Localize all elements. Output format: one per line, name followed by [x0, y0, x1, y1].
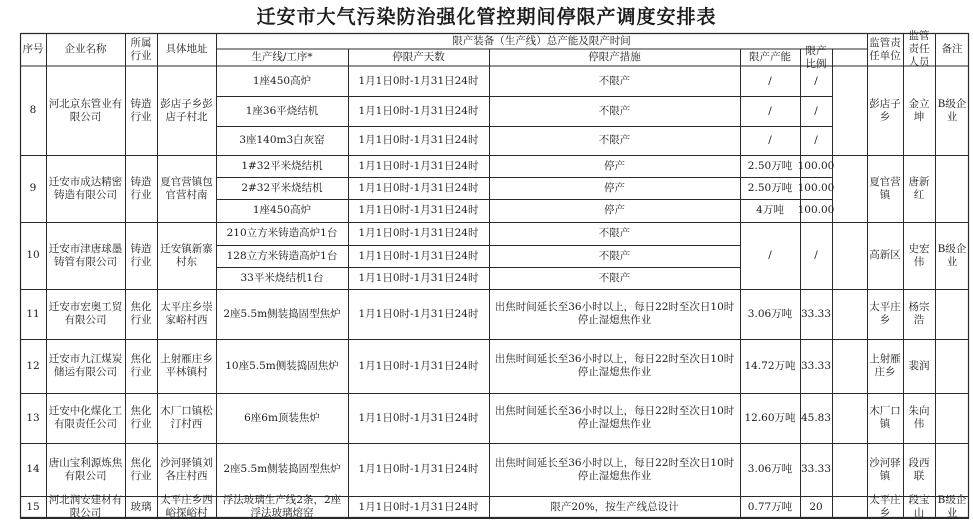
restricted-capacity: / [768, 249, 772, 261]
restriction-ratio: / [814, 104, 818, 117]
supervising-person: 史宏伟 [908, 242, 930, 268]
company-address: 彭店子乡彭店子村北 [160, 97, 213, 123]
supervising-person: 朱向伟 [908, 405, 930, 430]
restriction-period: 1月1日0时-1月31日24时 [358, 271, 479, 284]
company-industry: 铸造行业 [130, 242, 152, 268]
company-name: 河北润安建材有限公司 [48, 494, 123, 519]
restriction-ratio: 20 [809, 500, 823, 513]
header-measure: 停限产措施 [588, 51, 641, 63]
company-industry: 铸造行业 [130, 97, 152, 123]
restriction-ratio: 45.83 [800, 411, 832, 424]
restriction-measure: 不限产 [598, 104, 631, 117]
restriction-measure: 出焦时间延长至36小时以上，每日22时至次日10时停止湿熄焦作业 [494, 353, 735, 378]
supervising-person: 裴润 [908, 359, 930, 372]
restriction-ratio: / [814, 74, 818, 87]
header-note: 备注 [941, 43, 963, 55]
restriction-period: 1月1日0时-1月31日24时 [358, 307, 479, 320]
company-address: 太平庄乡西峪探峪村 [160, 494, 213, 519]
restricted-capacity: 0.77万吨 [747, 500, 793, 513]
row-seq: 15 [26, 500, 40, 513]
restriction-ratio: 100.00 [797, 159, 835, 172]
restriction-ratio: / [814, 249, 818, 261]
restriction-measure: 停产 [604, 159, 625, 172]
restriction-ratio: 33.33 [800, 307, 832, 320]
company-note [935, 393, 969, 443]
company-note [935, 155, 969, 222]
supervising-unit: 高新区 [869, 249, 901, 261]
supervising-unit: 上射雁庄乡 [869, 353, 901, 378]
restriction-measure: 出焦时间延长至36小时以上，每日22时至次日10时停止湿熄焦作业 [494, 301, 735, 326]
restriction-measure: 出焦时间延长至36小时以上，每日22时至次日10时停止湿熄焦作业 [494, 405, 735, 430]
production-line: 2座5.5m侧装捣固型焦炉 [223, 307, 341, 320]
row-seq: 13 [26, 411, 40, 424]
header-industry: 所属行业 [130, 36, 152, 62]
supervising-person: 金立坤 [908, 97, 930, 123]
restriction-measure: 限产20%，按生产线总设计 [550, 500, 679, 513]
row-seq: 11 [26, 307, 40, 320]
restriction-ratio: 33.33 [800, 463, 832, 475]
supervising-unit: 太平庄乡 [869, 494, 901, 519]
row-seq: 14 [26, 463, 40, 475]
production-line: 1#32平米烧结机 [241, 159, 323, 172]
row-seq: 10 [26, 249, 40, 261]
company-industry: 铸造行业 [130, 175, 152, 201]
restriction-measure: 不限产 [598, 271, 631, 284]
production-line: 210立方米铸造高炉1台 [226, 227, 338, 239]
restriction-period: 1月1日0时-1月31日24时 [358, 204, 479, 216]
header-seq: 序号 [22, 43, 44, 55]
supervising-person: 段西联 [908, 456, 930, 482]
restriction-measure: 不限产 [598, 227, 631, 239]
production-line: 3座140m3白灰窑 [239, 134, 325, 146]
restriction-ratio: / [814, 134, 818, 146]
restricted-capacity: / [768, 104, 772, 117]
restriction-period: 1月1日0时-1月31日24时 [358, 74, 479, 87]
restriction-ratio: 100.00 [797, 204, 835, 216]
supervising-unit: 太平庄乡 [869, 301, 901, 326]
restricted-capacity: 4万吨 [756, 204, 784, 216]
restricted-capacity: / [768, 134, 772, 146]
restricted-capacity: 2.50万吨 [747, 159, 793, 172]
production-line: 128立方米铸造高炉1台 [226, 249, 338, 262]
header-group: 限产装备（生产线）总产能及限产时间 [452, 34, 631, 47]
restricted-capacity: / [768, 74, 772, 87]
schedule-table [20, 30, 969, 519]
restriction-period: 1月1日0时-1月31日24时 [358, 359, 479, 372]
supervising-unit: 夏官营镇 [869, 175, 901, 201]
header-ratio: 限产比例 [805, 44, 827, 70]
header-capacity: 限产产能 [749, 51, 791, 63]
row-seq: 9 [29, 182, 37, 194]
supervising-person: 杨宗浩 [908, 301, 930, 326]
restriction-period: 1月1日0时-1月31日24时 [358, 500, 479, 513]
restriction-period: 1月1日0时-1月31日24时 [358, 411, 479, 424]
header-person: 监管责任人员 [908, 30, 930, 68]
supervising-unit: 沙河驿镇 [869, 456, 901, 482]
supervising-person: 唐新红 [908, 175, 930, 201]
company-industry: 焦化行业 [130, 353, 152, 378]
header-company: 企业名称 [64, 43, 107, 55]
company-name: 迁安中化煤化工有限责任公司 [48, 405, 123, 430]
header-line: 生产线/工序* [251, 51, 313, 63]
restricted-capacity: 12.60万吨 [744, 411, 796, 424]
production-line: 1座36平烧结机 [245, 104, 319, 117]
company-address: 太平庄乡崇家峪村西 [160, 301, 213, 326]
company-name: 河北京东管业有限公司 [48, 97, 123, 123]
production-line: 2#32平米烧结机 [241, 181, 323, 194]
supervising-unit: 彭店子乡 [869, 97, 901, 123]
header-blank [832, 33, 867, 66]
row-seq: 8 [29, 104, 37, 116]
restriction-measure: 停产 [604, 181, 625, 194]
restriction-measure: 不限产 [598, 249, 631, 262]
company-industry: 焦化行业 [130, 405, 152, 430]
restriction-measure: 不限产 [598, 74, 631, 87]
restriction-measure: 停产 [604, 204, 625, 216]
company-address: 夏官营镇包官营村南 [160, 175, 213, 201]
restricted-capacity: 3.06万吨 [747, 463, 793, 475]
company-note [935, 339, 969, 393]
header-unit: 监管责任单位 [869, 36, 901, 62]
production-line: 1座450高炉 [252, 204, 312, 216]
restricted-capacity: 14.72万吨 [744, 359, 796, 372]
company-industry: 玻璃 [130, 500, 152, 513]
production-line: 1座450高炉 [252, 74, 312, 87]
restriction-period: 1月1日0时-1月31日24时 [358, 227, 479, 239]
production-line: 6座6m顶装焦炉 [244, 411, 320, 424]
production-line: 浮法玻璃生产线2条，2座浮法玻璃熔窑 [222, 494, 342, 519]
company-address: 沙河驿镇刘各庄村西 [160, 456, 213, 482]
production-line: 10座5.5m侧装捣固焦炉 [225, 359, 339, 372]
company-name: 迁安市九江煤炭储运有限公司 [48, 353, 123, 378]
supervising-person: 段宝山 [908, 494, 930, 519]
company-industry: 焦化行业 [130, 456, 152, 482]
restricted-capacity: 2.50万吨 [747, 181, 793, 194]
company-note [935, 443, 969, 496]
restriction-measure: 不限产 [598, 134, 631, 146]
restriction-ratio: 100.00 [797, 181, 835, 194]
company-address: 木厂口镇松汀村西 [160, 405, 213, 430]
company-address: 上射雁庄乡平林镇村 [160, 353, 213, 378]
restriction-period: 1月1日0时-1月31日24时 [358, 181, 479, 194]
restricted-capacity: 3.06万吨 [747, 307, 793, 320]
company-name: 迁安市津唐球墨铸管有限公司 [48, 242, 123, 268]
company-note: B级企业 [937, 494, 967, 519]
restriction-measure: 出焦时间延长至36小时以上，每日22时至次日10时停止湿熄焦作业 [494, 456, 735, 482]
company-note: B级企业 [937, 97, 967, 123]
company-industry: 焦化行业 [130, 301, 152, 326]
header-address: 具体地址 [165, 43, 208, 55]
row-seq: 12 [26, 359, 40, 372]
company-name: 迁安市成达精密铸造有限公司 [48, 175, 123, 201]
document-title: 迁安市大气污染防治强化管控期间停限产调度安排表 [256, 6, 717, 28]
production-line: 2座5.5m侧装捣固型焦炉 [223, 463, 341, 475]
supervising-unit: 木厂口镇 [869, 405, 901, 430]
restriction-period: 1月1日0时-1月31日24时 [358, 104, 479, 117]
company-name: 迁安市宏奥工贸有限公司 [48, 301, 123, 326]
restriction-period: 1月1日0时-1月31日24时 [358, 134, 479, 146]
company-name: 唐山宝利源炼焦有限公司 [48, 456, 123, 482]
header-days: 停限产天数 [392, 51, 445, 63]
restriction-period: 1月1日0时-1月31日24时 [358, 249, 479, 262]
company-note: B级企业 [937, 242, 967, 268]
company-address: 迁安镇新寨村东 [160, 242, 213, 268]
restriction-ratio: 33.33 [800, 359, 832, 372]
restriction-period: 1月1日0时-1月31日24时 [358, 463, 479, 475]
restriction-period: 1月1日0时-1月31日24时 [358, 159, 479, 172]
company-note [935, 289, 969, 339]
production-line: 33平米烧结机1台 [240, 271, 324, 284]
